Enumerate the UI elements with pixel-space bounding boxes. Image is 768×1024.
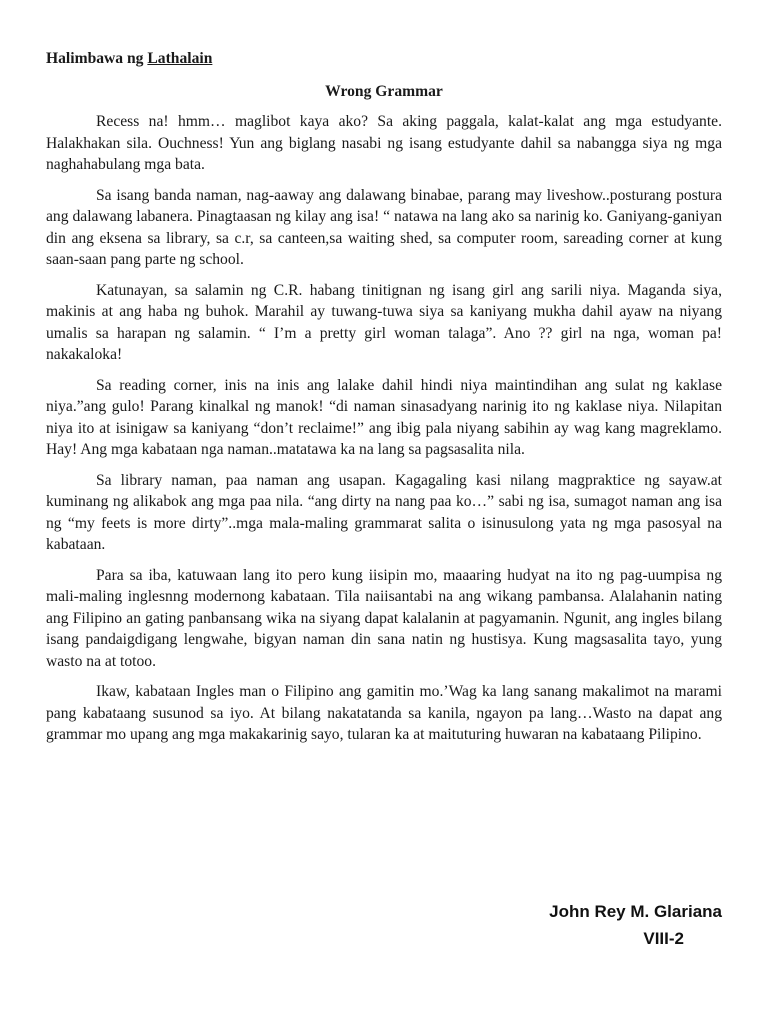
paragraph-7: Ikaw, kabataan Ingles man o Filipino ang gamitin mo.’Wag ka lang sanang makalimot na marami pang kabataang susunod sa iyo. At bilang nakatatanda sa kanila, ngayon pa lang…Wasto na dapat ang grammar mo upang ang mga makakarinig sayo, tularan ka at maituturing huwaran na kabataang Pilipino. <box>46 683 722 743</box>
document-header <box>46 48 722 69</box>
document-title: Wrong Grammar <box>325 83 443 100</box>
paragraph-1: Recess na! hmm… maglibot kaya ako? Sa aking paggala, kalat-kalat ang mga estudyante. Halakhakan sila. Ouchness! Yun ang biglang nasabi ng isang estudyante dahil sa nabangga siya ng mga naghahabulang mga bata. <box>46 113 722 173</box>
paragraph-2: Sa isang banda naman, nag-aaway ang dalawang binabae, parang may liveshow..posturang postura ang dalawang labanera. Pinagtaasan ng kilay ang isa! “ natawa na lang ako sa narinig ko. Ganiyang-ganiyan din ang eksena sa library, sa c.r, sa canteen,sa waiting shed, sa computer room, sareading corner at kung saan-saan pang parte ng school. <box>46 186 722 268</box>
author-signature-block <box>482 898 722 952</box>
paragraph-5: Sa library naman, paa naman ang usapan. Kagagaling kasi nilang magpraktice ng sayaw.at kuminang ng alikabok ang mga paa nila. “ang dirty na nang paa ko…” sabi ng isa, sumagot naman ang isa ng “my feets is more dirty”..mga mala-maling grammarat salita o isinusulong yata ng mga pasosyal na kabataan. <box>46 471 722 553</box>
paragraph-6: Para sa iba, katuwaan lang ito pero kung iisipin mo, maaaring hudyat na ito ng pag-uumpisa ng mali-maling inglesnng modernong kabataan. Tila naiisantabi na ang wikang pambansa. Alalahanin nating ang Filipino an gating panbansang wika na siyang dapat kalalanin at pagyamanin. Ngunit, ang ingles bilang isang pandaigdigang lengwahe, bigyan naman din sana natin ng hustisya. Kung magsasalita tayo, yung wasto na at totoo. <box>46 566 722 670</box>
author-name: John Rey M. Glariana <box>549 902 722 921</box>
header-prefix: Halimbawa ng <box>46 50 148 67</box>
paragraph-3: Katunayan, sa salamin ng C.R. habang tinitignan ng isang girl ang sarili niya. Maganda siya, makinis at ang haba ng buhok. Marahil ay tuwang-tuwa siya sa kaniyang mukha dahil ayaw na niyang umalis sa harapan ng salamin. “ I’m a pretty girl woman talaga”. Ano ?? girl na nga, woman pa! nakakaloka! <box>46 281 722 363</box>
paragraph-4: Sa reading corner, inis na inis ang lalake dahil hindi niya maintindihan ang sulat ng kaklase niya.”ang gulo! Parang kinalkal ng manok! “di naman sinasadyang narinig ito ng kaklase niya. Nilapitan niya ito at isinigaw sa kaniyang “don’t reclaime!” ang ibig pala niyang sabihin ay wag kang magreklamo. Hay! Ang mga kabataan nga naman..matatawa ka na lang sa pagsasalita nila. <box>46 376 722 458</box>
document-page <box>46 48 722 755</box>
author-section: VIII-2 <box>643 929 684 948</box>
header-underlined-word: Lathalain <box>147 50 213 67</box>
